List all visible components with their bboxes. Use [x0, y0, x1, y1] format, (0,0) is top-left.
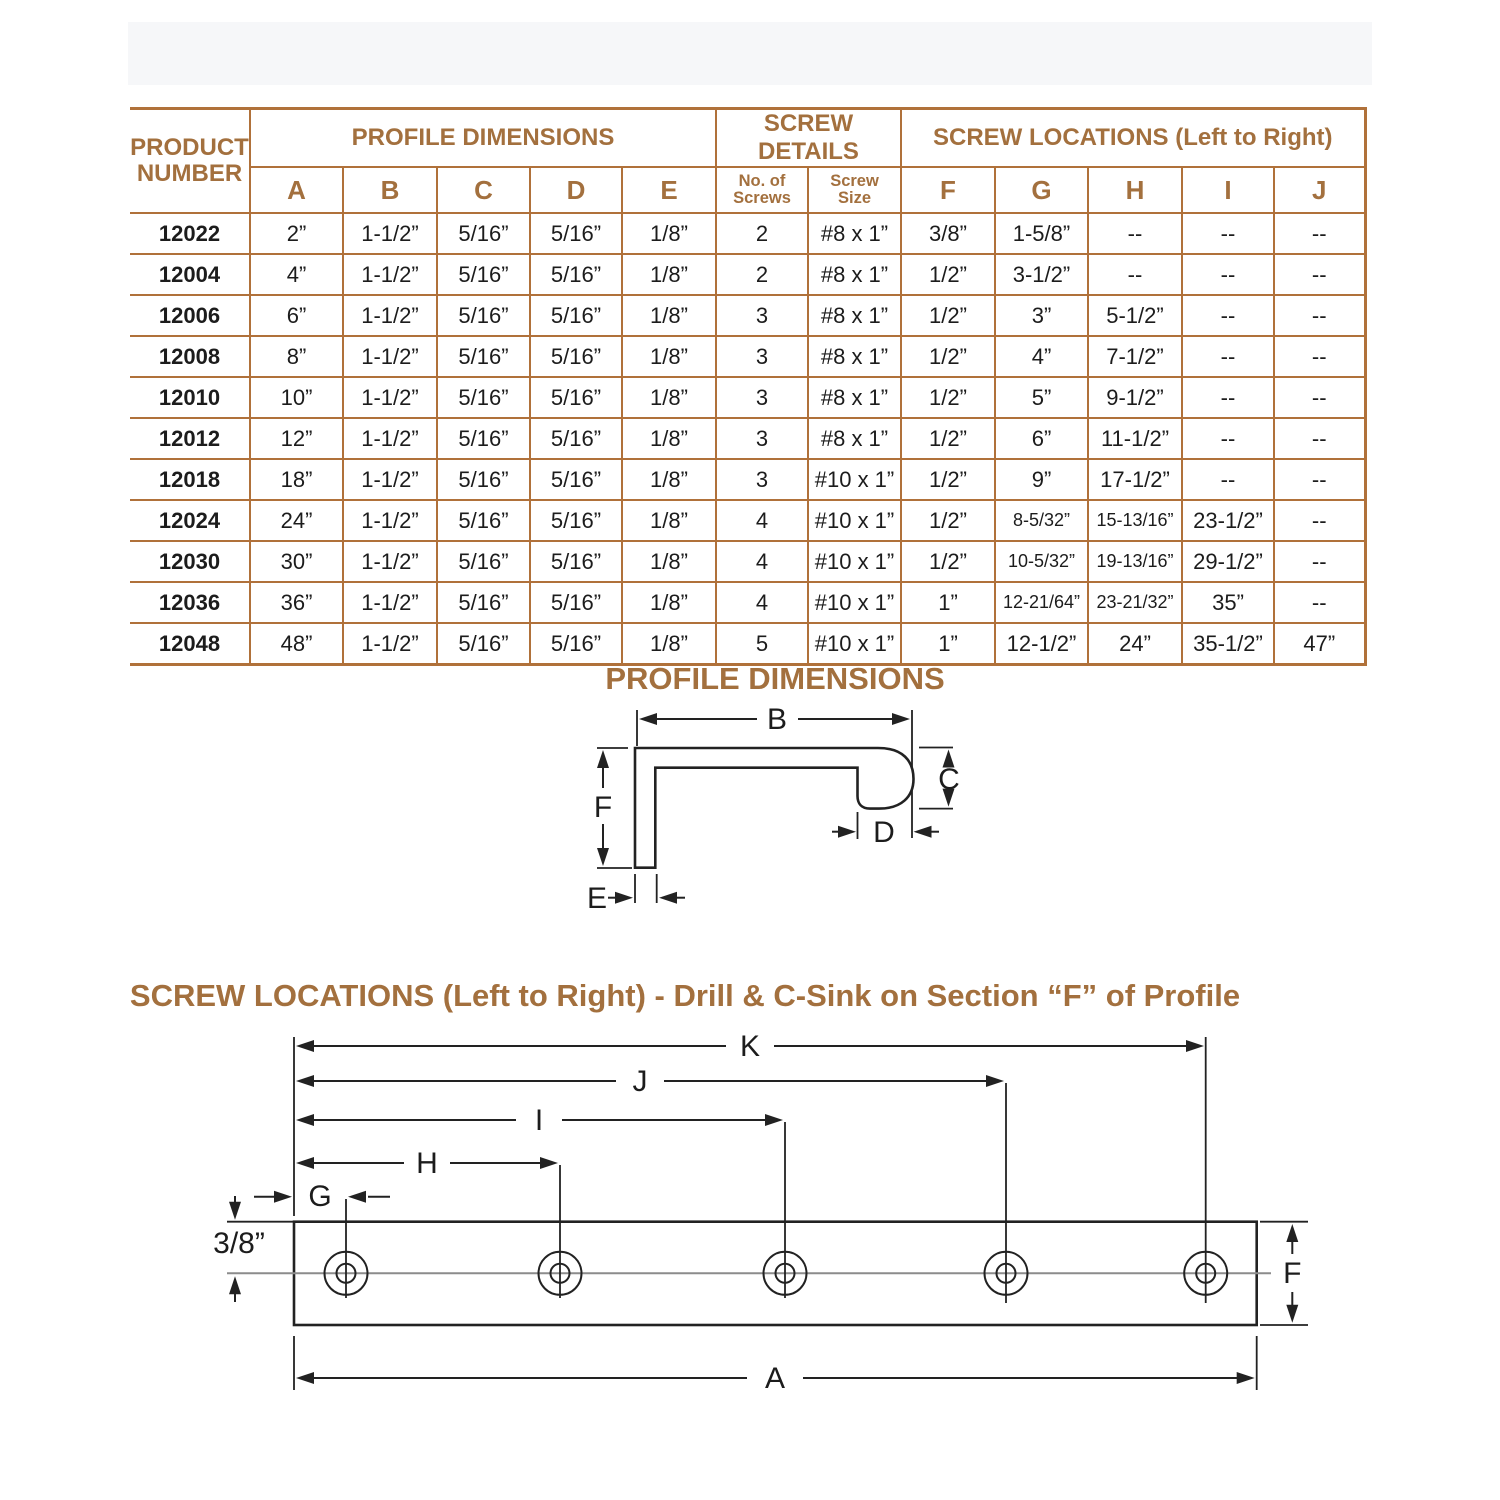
value-cell: 48” [250, 623, 343, 665]
value-cell: 30” [250, 541, 343, 582]
product-number-cell: 12036 [130, 582, 250, 623]
value-cell: 9” [995, 459, 1088, 500]
value-cell: -- [1274, 254, 1365, 295]
table-row [130, 377, 1365, 418]
column-header-b: B [343, 167, 437, 213]
spec-table [130, 107, 1367, 666]
value-cell: #10 x 1” [808, 500, 901, 541]
value-cell: 1/2” [901, 336, 995, 377]
value-cell: 5 [716, 623, 808, 665]
profile-diagram-title: PROFILE DIMENSIONS [605, 661, 945, 696]
value-cell: -- [1274, 377, 1365, 418]
value-cell: 1-1/2” [343, 377, 437, 418]
table-row [130, 336, 1365, 377]
value-cell: -- [1274, 295, 1365, 336]
value-cell: 5-1/2” [1088, 295, 1182, 336]
value-cell: 1” [901, 582, 995, 623]
value-cell: -- [1274, 213, 1365, 254]
value-cell: 36” [250, 582, 343, 623]
i-arrow-right [765, 1114, 783, 1126]
value-cell: 5/16” [530, 254, 622, 295]
value-cell: 11-1/2” [1088, 418, 1182, 459]
value-cell: 17-1/2” [1088, 459, 1182, 500]
value-cell: -- [1088, 254, 1182, 295]
value-cell: #8 x 1” [808, 295, 901, 336]
value-cell: 9-1/2” [1088, 377, 1182, 418]
value-cell: 1/8” [622, 213, 716, 254]
dim-label-j: J [632, 1065, 648, 1098]
value-cell: -- [1274, 418, 1365, 459]
value-cell: 1/2” [901, 541, 995, 582]
value-cell: -- [1088, 213, 1182, 254]
dim-label-e: E [586, 882, 608, 915]
value-cell: 3 [716, 295, 808, 336]
value-cell: #10 x 1” [808, 541, 901, 582]
value-cell: 2 [716, 213, 808, 254]
value-cell: 29-1/2” [1182, 541, 1274, 582]
value-cell: #8 x 1” [808, 377, 901, 418]
value-cell: 7-1/2” [1088, 336, 1182, 377]
value-cell: 1/8” [622, 418, 716, 459]
value-cell: 3 [716, 377, 808, 418]
value-cell: #8 x 1” [808, 418, 901, 459]
table-row [130, 541, 1365, 582]
value-cell: 1/2” [901, 459, 995, 500]
value-cell: 18” [250, 459, 343, 500]
value-cell: #8 x 1” [808, 213, 901, 254]
dim-label-i: I [534, 1104, 544, 1137]
value-cell: 1-1/2” [343, 541, 437, 582]
table-row [130, 254, 1365, 295]
table-row [130, 582, 1365, 623]
value-cell: 47” [1274, 623, 1365, 665]
value-cell: 5/16” [530, 336, 622, 377]
value-cell: 1/2” [901, 500, 995, 541]
value-cell: #8 x 1” [808, 336, 901, 377]
value-cell: 3/8” [901, 213, 995, 254]
value-cell: 8” [250, 336, 343, 377]
dim-label-h: H [416, 1147, 438, 1180]
product-number-cell: 12010 [130, 377, 250, 418]
value-cell: 1-5/8” [995, 213, 1088, 254]
value-cell: 5/16” [530, 418, 622, 459]
value-cell: 35-1/2” [1182, 623, 1274, 665]
value-cell: 6” [995, 418, 1088, 459]
value-cell: 23-21/32” [1088, 582, 1182, 623]
spec-table-wrap [130, 107, 1367, 666]
table-body [130, 213, 1365, 665]
value-cell: 1/8” [622, 295, 716, 336]
e-arrow-left [615, 892, 633, 904]
value-cell: 1/8” [622, 336, 716, 377]
value-cell: 1” [901, 623, 995, 665]
value-cell: 5/16” [530, 295, 622, 336]
value-cell: 1-1/2” [343, 623, 437, 665]
value-cell: -- [1182, 459, 1274, 500]
value-cell: 8-5/32” [995, 500, 1088, 541]
value-cell: 1-1/2” [343, 336, 437, 377]
value-cell: 5/16” [530, 213, 622, 254]
i-arrow-left [296, 1114, 314, 1126]
value-cell: 1/2” [901, 377, 995, 418]
value-cell: 1-1/2” [343, 459, 437, 500]
value-cell: 5/16” [530, 582, 622, 623]
value-cell: -- [1182, 377, 1274, 418]
value-cell: 5/16” [437, 623, 530, 665]
value-cell: 1-1/2” [343, 295, 437, 336]
value-cell: 4 [716, 582, 808, 623]
header-band [128, 22, 1372, 85]
table-row [130, 213, 1365, 254]
value-cell: 5/16” [437, 582, 530, 623]
column-header-no-of-screws [716, 167, 808, 213]
column-header-line1: Screw [830, 171, 879, 190]
column-header-line2: Size [837, 189, 872, 207]
group-header-screw-details: SCREW DETAILS [716, 109, 901, 168]
e-arrow-right [659, 892, 677, 904]
a-arrow-left [296, 1372, 314, 1384]
f-arrow-down [1286, 1305, 1298, 1323]
column-header-e: E [622, 167, 716, 213]
g-arrow-left [274, 1191, 292, 1203]
value-cell: 5” [995, 377, 1088, 418]
value-cell: 10-5/32” [995, 541, 1088, 582]
table-group-header-row [130, 109, 1365, 168]
value-cell: 5/16” [437, 377, 530, 418]
j-arrow-right [986, 1075, 1004, 1087]
column-header-h: H [1088, 167, 1182, 213]
value-cell: 2 [716, 254, 808, 295]
column-header-f: F [901, 167, 995, 213]
value-cell: 5/16” [437, 295, 530, 336]
product-header-line1: PRODUCT [130, 134, 249, 161]
value-cell: 4” [995, 336, 1088, 377]
value-cell: 24” [1088, 623, 1182, 665]
table-column-header-row [130, 167, 1365, 213]
value-cell: 3 [716, 418, 808, 459]
value-cell: 23-1/2” [1182, 500, 1274, 541]
product-number-header [130, 109, 250, 214]
value-cell: 4 [716, 541, 808, 582]
table-row [130, 295, 1365, 336]
product-number-cell: 12022 [130, 213, 250, 254]
value-cell: -- [1274, 459, 1365, 500]
value-cell: 1/8” [622, 582, 716, 623]
value-cell: -- [1274, 541, 1365, 582]
offset-arrow-up [229, 1276, 241, 1294]
dim-label-offset: 3/8” [213, 1227, 265, 1260]
column-header-screw-size [808, 167, 901, 213]
value-cell: 5/16” [437, 254, 530, 295]
value-cell: 5/16” [437, 213, 530, 254]
value-cell: 5/16” [437, 418, 530, 459]
value-cell: 12-1/2” [995, 623, 1088, 665]
value-cell: 6” [250, 295, 343, 336]
column-header-i: I [1182, 167, 1274, 213]
product-number-cell: 12008 [130, 336, 250, 377]
value-cell: 3 [716, 336, 808, 377]
value-cell: -- [1182, 213, 1274, 254]
product-header-line2: NUMBER [136, 160, 243, 187]
table-row [130, 500, 1365, 541]
table-row [130, 459, 1365, 500]
column-header-d: D [530, 167, 622, 213]
value-cell: -- [1182, 336, 1274, 377]
value-cell: 5/16” [530, 500, 622, 541]
dim-label-c: C [938, 763, 960, 796]
value-cell: 1-1/2” [343, 582, 437, 623]
value-cell: 4” [250, 254, 343, 295]
value-cell: -- [1182, 295, 1274, 336]
f-arrow-up [597, 750, 609, 768]
value-cell: 5/16” [437, 541, 530, 582]
dim-label-f: F [1283, 1257, 1302, 1290]
profile-dimensions-diagram [580, 695, 990, 915]
product-number-cell: 12004 [130, 254, 250, 295]
product-number-cell: 12048 [130, 623, 250, 665]
dim-label-d: D [873, 816, 895, 849]
value-cell: 1/8” [622, 459, 716, 500]
k-arrow-right [1186, 1040, 1204, 1052]
value-cell: -- [1274, 500, 1365, 541]
b-arrow-left [639, 713, 657, 725]
g-arrow-right [348, 1191, 366, 1203]
value-cell: 1/2” [901, 254, 995, 295]
value-cell: 1-1/2” [343, 500, 437, 541]
value-cell: -- [1182, 418, 1274, 459]
value-cell: #8 x 1” [808, 254, 901, 295]
value-cell: 1-1/2” [343, 254, 437, 295]
value-cell: 1-1/2” [343, 213, 437, 254]
value-cell: 35” [1182, 582, 1274, 623]
d-arrow-right [914, 826, 932, 838]
value-cell: 10” [250, 377, 343, 418]
value-cell: #10 x 1” [808, 623, 901, 665]
value-cell: #10 x 1” [808, 582, 901, 623]
value-cell: 12” [250, 418, 343, 459]
table-row [130, 623, 1365, 665]
value-cell: 1/8” [622, 377, 716, 418]
value-cell: 24” [250, 500, 343, 541]
product-number-cell: 12006 [130, 295, 250, 336]
value-cell: -- [1274, 336, 1365, 377]
group-header-screw-locations: SCREW LOCATIONS (Left to Right) [901, 109, 1365, 168]
k-arrow-left [296, 1040, 314, 1052]
dim-label-f: F [593, 791, 613, 824]
j-arrow-left [296, 1075, 314, 1087]
value-cell: 3-1/2” [995, 254, 1088, 295]
value-cell: 5/16” [437, 500, 530, 541]
f-arrow-down [597, 848, 609, 866]
value-cell: 12-21/64” [995, 582, 1088, 623]
screw-locations-diagram [200, 1020, 1390, 1405]
d-arrow-left [838, 826, 856, 838]
value-cell: 1/8” [622, 500, 716, 541]
value-cell: 15-13/16” [1088, 500, 1182, 541]
dim-label-b: B [766, 703, 788, 736]
column-header-line1: No. of [738, 171, 786, 190]
product-number-cell: 12018 [130, 459, 250, 500]
value-cell: 1/2” [901, 418, 995, 459]
value-cell: 4 [716, 500, 808, 541]
column-header-j: J [1274, 167, 1365, 213]
dim-label-a: A [764, 1362, 786, 1395]
screw-diagram-title: SCREW LOCATIONS (Left to Right) - Drill & C-Sink on Section “F” of Profile [129, 978, 1241, 1013]
product-number-cell: 12030 [130, 541, 250, 582]
value-cell: 1/8” [622, 623, 716, 665]
value-cell: 3 [716, 459, 808, 500]
value-cell: 19-13/16” [1088, 541, 1182, 582]
a-arrow-right [1237, 1372, 1255, 1384]
profile-outline [635, 748, 914, 868]
value-cell: 1/2” [901, 295, 995, 336]
h-arrow-right [540, 1157, 558, 1169]
dim-label-k: K [739, 1030, 761, 1063]
value-cell: #10 x 1” [808, 459, 901, 500]
product-number-cell: 12012 [130, 418, 250, 459]
column-header-c: C [437, 167, 530, 213]
value-cell: 5/16” [530, 459, 622, 500]
value-cell: 5/16” [530, 541, 622, 582]
value-cell: 1/8” [622, 254, 716, 295]
value-cell: 1/8” [622, 541, 716, 582]
value-cell: -- [1182, 254, 1274, 295]
offset-arrow-down [229, 1202, 241, 1220]
value-cell: 2” [250, 213, 343, 254]
table-row [130, 418, 1365, 459]
value-cell: 5/16” [530, 377, 622, 418]
value-cell: 5/16” [437, 459, 530, 500]
column-header-a: A [250, 167, 343, 213]
h-arrow-left [296, 1157, 314, 1169]
b-arrow-right [892, 713, 910, 725]
f-arrow-up [1286, 1224, 1298, 1242]
product-number-cell: 12024 [130, 500, 250, 541]
value-cell: 1-1/2” [343, 418, 437, 459]
value-cell: 5/16” [530, 623, 622, 665]
group-header-profile-dimensions: PROFILE DIMENSIONS [250, 109, 716, 168]
value-cell: 5/16” [437, 336, 530, 377]
value-cell: -- [1274, 582, 1365, 623]
dim-label-g: G [308, 1180, 332, 1213]
column-header-line2: Screws [733, 189, 791, 207]
column-header-g: G [995, 167, 1088, 213]
value-cell: 3” [995, 295, 1088, 336]
